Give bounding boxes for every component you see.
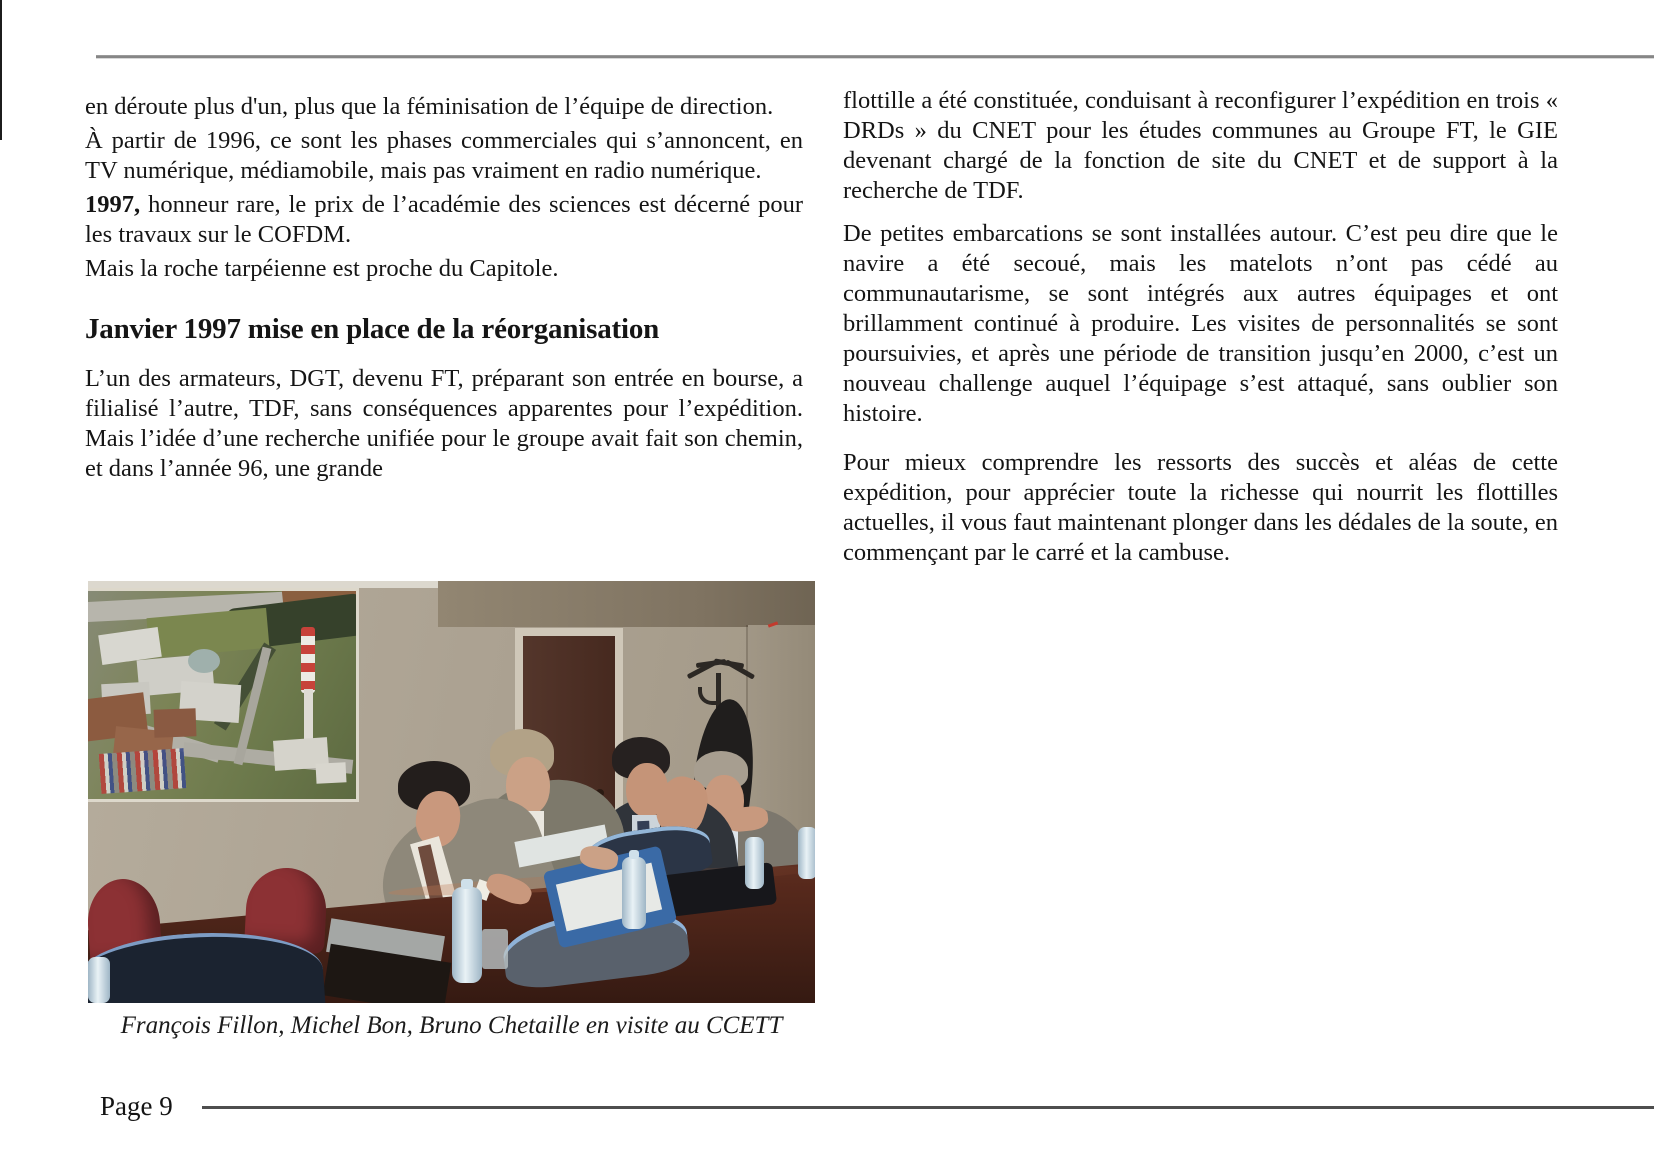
- aerial-small-white-building: [315, 762, 346, 784]
- photo-wall-top-strip: [88, 581, 448, 588]
- bottle-cap: [461, 879, 473, 889]
- page-number: Page 9: [100, 1091, 173, 1121]
- paragraph: [85, 364, 803, 484]
- aerial-photo-frame: [88, 588, 359, 802]
- bottle-cap: [629, 850, 639, 859]
- footer-rule: [202, 1106, 1654, 1109]
- paragraph-text: De petites embarcations se sont installées autour. C’est peu dire que le navire a été secoué, mais les matelots n’ont pas cédé au communautarisme, se sont intégrés aux autres équipages et ont brillamment continué à produire. Les visites de personnalités se sont poursuivies, et après une période de transition jusqu’en 2000, c’est un nouveau challenge auquel l’équipage s’est attaqué, sans oublier son histoire.: [843, 220, 1558, 427]
- water-bottle: [798, 827, 815, 879]
- aerial-houses-3: [154, 708, 197, 737]
- water-bottle: [622, 857, 646, 929]
- top-rule: [96, 55, 1654, 59]
- paragraph: [843, 448, 1558, 568]
- section-heading: Janvier 1997 mise en place de la réorganisation: [85, 313, 660, 345]
- paragraph: [843, 86, 1558, 206]
- paragraph: [85, 190, 803, 250]
- paragraph-text: flottille a été constituée, conduisant à reconfigurer l’expédition en trois « DRDs » du CNET pour les études communes au Groupe FT, le GIE devenant chargé de la fonction de site du CNET et de support à la recherche de TDF.: [843, 87, 1558, 204]
- paragraph-text: L’un des armateurs, DGT, devenu FT, préparant son entrée en bourse, a filialisé l’autre, TDF, sans conséquences apparentes pour l’expédition. Mais l’idée d’une recherche unifiée pour le groupe avait fait son chemin, et dans l’année 96, une grande: [85, 365, 803, 482]
- photo-caption: François Fillon, Michel Bon, Bruno Chetaille en visite au CCETT: [120, 1012, 783, 1039]
- paragraph-text: Pour mieux comprendre les ressorts des succès et aléas de cette expédition, pour apprécier toute la richesse qui nourrit les flottilles actuelles, il vous faut maintenant plonger dans les dédales de la soute, en commençant par le carré et la cambuse.: [843, 449, 1558, 566]
- aerial-tower-striped-top: [301, 627, 315, 693]
- paragraph-text: honneur rare, le prix de l’académie des sciences est décerné pour les travaux sur le COFDM.: [85, 191, 803, 248]
- water-bottle: [452, 887, 482, 983]
- paragraph-text: en déroute plus d'un, plus que la féminisation de l’équipe de direction.: [85, 93, 774, 120]
- paragraph: [85, 126, 803, 186]
- paragraph-lead: 1997,: [85, 191, 141, 218]
- paragraph: [85, 254, 803, 284]
- meeting-photo: [88, 581, 815, 1003]
- photo-wall-top-band: [438, 581, 815, 627]
- right-column: [843, 86, 1558, 581]
- drinking-glass: [482, 929, 508, 969]
- scan-edge-artifact: [0, 0, 2, 140]
- aerial-building-cylinder: [188, 649, 220, 673]
- aerial-parking-cars: [99, 748, 187, 794]
- paragraph: [843, 219, 1558, 429]
- paragraph-text: Mais la roche tarpéienne est proche du Capitole.: [85, 255, 559, 282]
- coat-stand-curl: [698, 687, 718, 705]
- paragraph: [85, 92, 803, 122]
- left-column: [85, 92, 803, 488]
- paragraph-text: À partir de 1996, ce sont les phases commerciales qui s’annoncent, en TV numérique, médiamobile, mais pas vraiment en radio numérique.: [85, 127, 803, 184]
- water-bottle: [88, 957, 110, 1003]
- water-bottle: [745, 837, 764, 889]
